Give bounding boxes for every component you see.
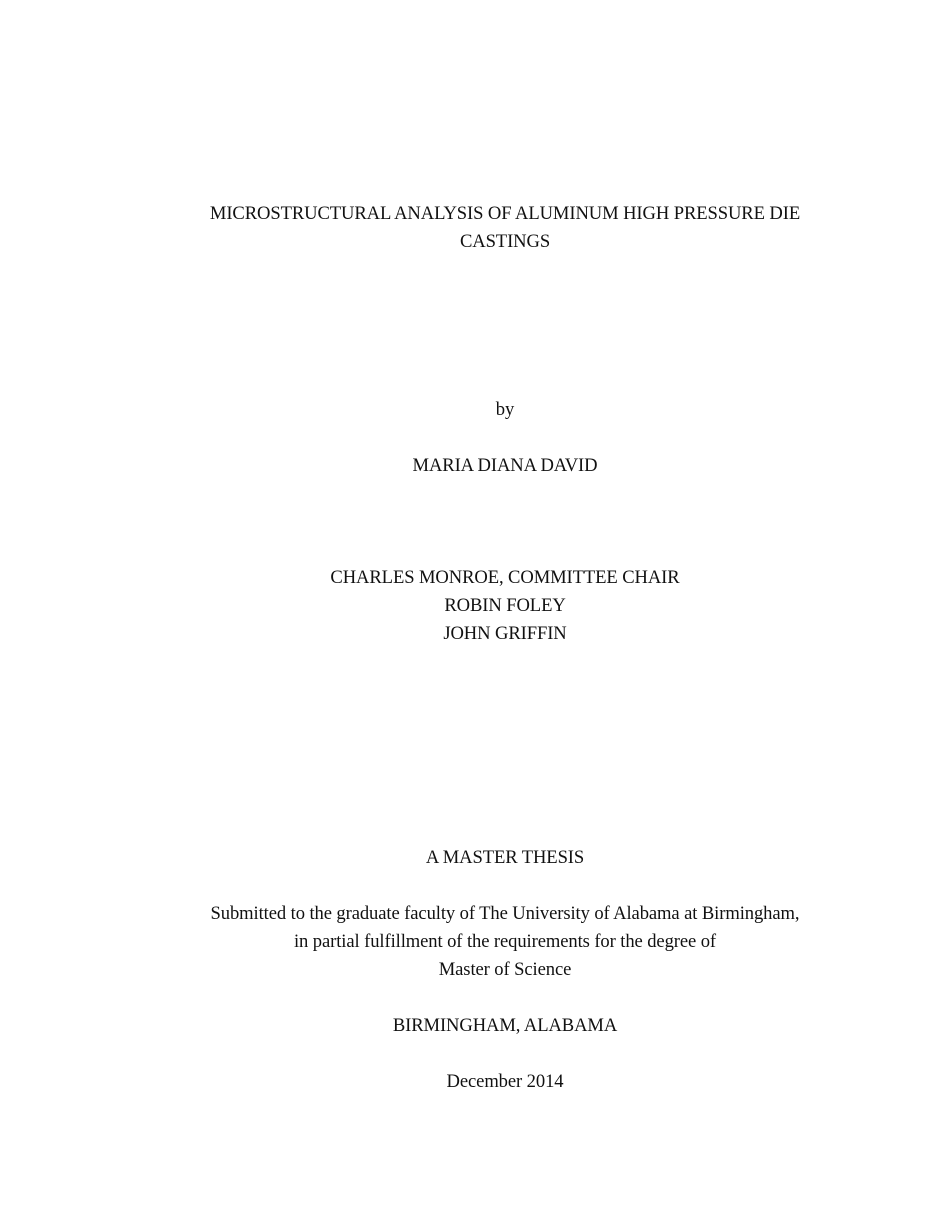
committee-member: ROBIN FOLEY — [444, 595, 566, 616]
date: December 2014 — [446, 1071, 564, 1092]
submission-statement-line-1: Submitted to the graduate faculty of The University of Alabama at Birmingham, — [210, 903, 800, 924]
thesis-title-line-2: CASTINGS — [459, 231, 551, 252]
submission-statement-line-2: in partial fulfillment of the requirements for the degree of — [293, 931, 716, 952]
thesis-type: A MASTER THESIS — [425, 847, 585, 868]
committee-member-chair: CHARLES MONROE, COMMITTEE CHAIR — [330, 567, 680, 588]
location: BIRMINGHAM, ALABAMA — [392, 1015, 618, 1036]
thesis-title-line-1: MICROSTRUCTURAL ANALYSIS OF ALUMINUM HIGH PRESSURE DIE — [209, 203, 801, 224]
committee-member: JOHN GRIFFIN — [443, 623, 567, 644]
author-name: MARIA DIANA DAVID — [412, 455, 598, 476]
degree-name: Master of Science — [438, 959, 572, 980]
by-label: by — [495, 399, 515, 420]
